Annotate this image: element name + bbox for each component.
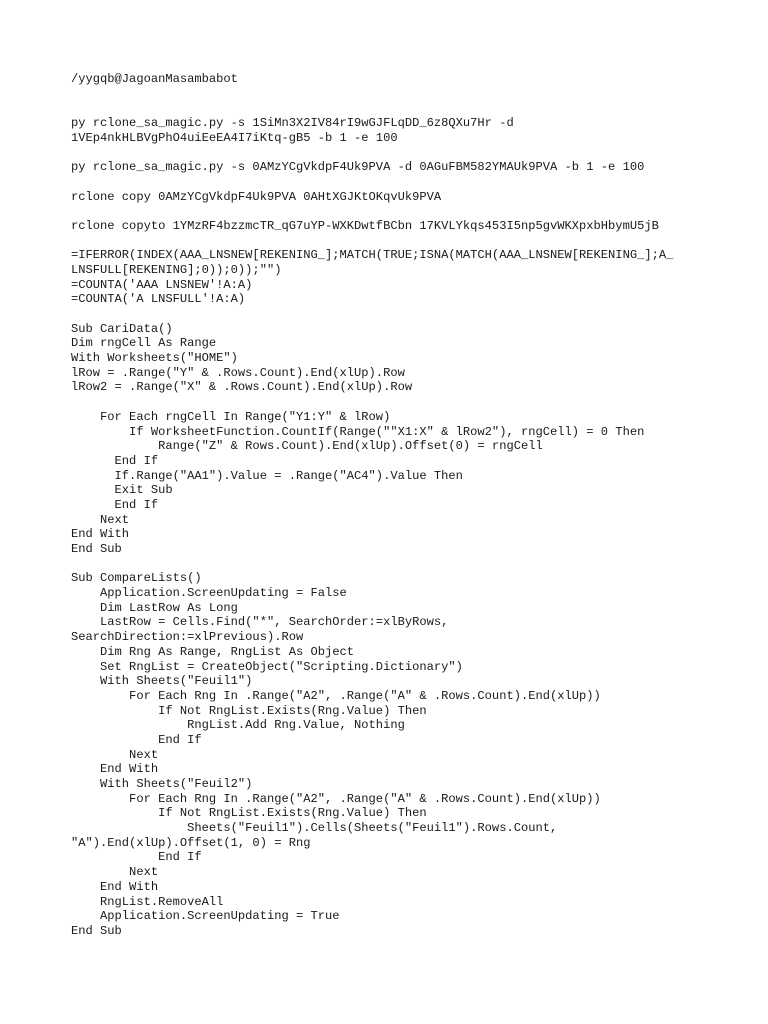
text-line: rclone copy 0AMzYCgVkdpF4Uk9PVA 0AHtXGJKtOKqvUk9PVA	[71, 189, 442, 204]
text-line: End If	[71, 732, 202, 747]
text-line: "A").End(xlUp).Offset(1, 0) = Rng	[71, 835, 311, 850]
text-line: 1VEp4nkHLBVgPhO4uiEeEA4I7iKtq-gB5 -b 1 -e 100	[71, 130, 398, 145]
text-line: Sub CompareLists()	[71, 571, 202, 586]
blank-line	[71, 204, 761, 219]
text-line: Application.ScreenUpdating = False	[71, 586, 347, 601]
text-line: For Each rngCell In Range("Y1:Y" & lRow)	[71, 409, 391, 424]
blank-line	[71, 87, 761, 102]
text-line: With Sheets("Feuil2")	[71, 777, 253, 791]
text-line: LastRow = Cells.Find("*", SearchOrder:=xlByRows,	[71, 615, 449, 630]
text-line: =IFERROR(INDEX(AAA_LNSNEW[REKENING_];MATCH(TRUE;ISNA(MATCH(AAA_LNSNEW[REKENING_];A_	[71, 248, 674, 263]
text-line: py rclone_sa_magic.py -s 1SiMn3X2IV84rI9wGJFLqDD_6z8QXu7Hr -d	[71, 116, 514, 131]
text-line: For Each Rng In .Range("A2", .Range("A" & .Rows.Count).End(xlUp))	[71, 791, 601, 806]
text-line: Next	[71, 512, 130, 527]
text-line: LNSFULL[REKENING];0));0));"")	[71, 262, 282, 277]
text-line: Range("Z" & Rows.Count).End(xlUp).Offset(0) = rngCell	[71, 439, 543, 454]
text-line: With Worksheets("HOME")	[71, 351, 238, 366]
text-line: Next	[71, 747, 159, 762]
text-line: =COUNTA('A LNSFULL'!A:A)	[71, 292, 246, 307]
text-line: End If	[71, 850, 202, 865]
text-line: Sub CariData()	[71, 321, 173, 336]
text-line: Dim LastRow As Long	[71, 600, 238, 615]
blank-line	[71, 175, 761, 190]
text-line: Sheets("Feuil1").Cells(Sheets("Feuil1").Rows.Count,	[71, 821, 558, 836]
document-text	[71, 72, 761, 939]
text-line: End Sub	[71, 923, 122, 938]
text-line: Dim Rng As Range, RngList As Object	[71, 644, 355, 659]
text-line: RngList.RemoveAll	[71, 894, 224, 909]
text-line: RngList.Add Rng.Value, Nothing	[71, 718, 405, 733]
text-line: Set RngList = CreateObject("Scripting.Dictionary")	[71, 659, 463, 674]
text-line: =COUNTA('AAA LNSNEW'!A:A)	[71, 277, 253, 292]
text-line: If WorksheetFunction.CountIf(Range(""X1:X" & lRow2"), rngCell) = 0 Then	[71, 424, 645, 439]
text-line: End Sub	[71, 542, 122, 556]
blank-line	[71, 395, 761, 410]
text-line: Application.ScreenUpdating = True	[71, 909, 340, 924]
text-line: lRow = .Range("Y" & .Rows.Count).End(xlUp).Row	[71, 365, 405, 380]
text-line: End With	[71, 527, 130, 542]
blank-line	[71, 307, 761, 322]
text-line: End If	[71, 453, 159, 468]
text-line: Dim rngCell As Range	[71, 336, 217, 351]
blank-line	[71, 557, 761, 572]
text-line: End If	[71, 497, 159, 512]
text-line: SearchDirection:=xlPrevious).Row	[71, 630, 304, 645]
blank-line	[71, 145, 761, 160]
text-line: Exit Sub	[71, 483, 173, 498]
text-line: End With	[71, 879, 159, 894]
text-line: If Not RngList.Exists(Rng.Value) Then	[71, 703, 427, 718]
text-line: With Sheets("Feuil1")	[71, 674, 253, 689]
text-line: End With	[71, 762, 159, 777]
blank-line	[71, 234, 761, 249]
text-line: For Each Rng In .Range("A2", .Range("A" & .Rows.Count).End(xlUp))	[71, 688, 601, 703]
text-line: py rclone_sa_magic.py -s 0AMzYCgVkdpF4Uk9PVA -d 0AGuFBM582YMAUk9PVA -b 1 -e 100	[71, 160, 645, 175]
text-line: /yygqb@JagoanMasambabot	[71, 72, 238, 86]
text-line: If Not RngList.Exists(Rng.Value) Then	[71, 806, 427, 821]
blank-line	[71, 101, 761, 116]
text-line: Next	[71, 865, 159, 880]
text-line: If.Range("AA1").Value = .Range("AC4").Value Then	[71, 468, 463, 483]
text-line: lRow2 = .Range("X" & .Rows.Count).End(xlUp).Row	[71, 380, 413, 395]
text-line: rclone copyto 1YMzRF4bzzmcTR_qG7uYP-WXKDwtfBCbn 17KVLYkqs453I5np5gvWKXpxbHbymU5jB	[71, 218, 659, 233]
